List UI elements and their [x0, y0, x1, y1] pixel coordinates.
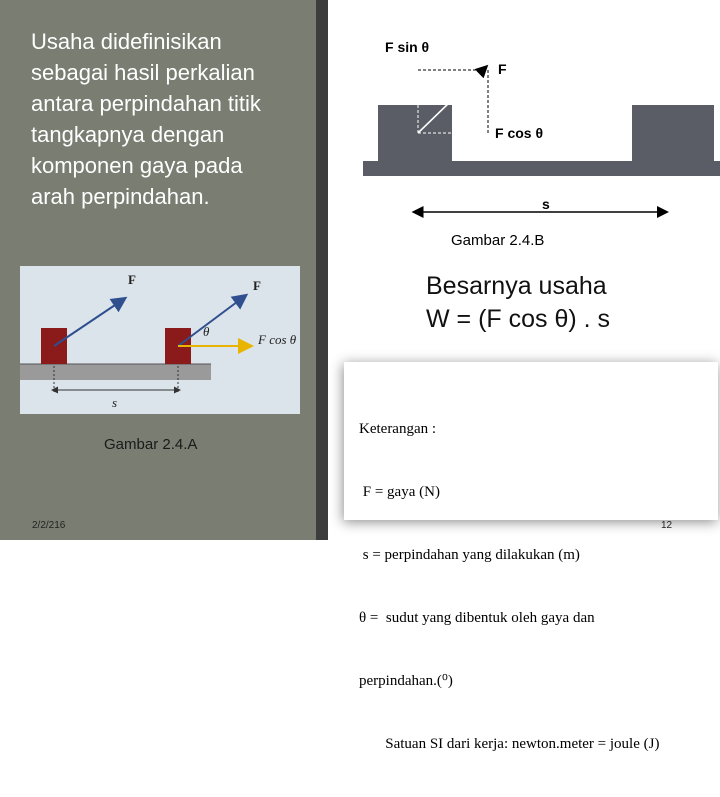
note-line: θ = sudut yang dibentuk oleh gaya dan	[359, 610, 595, 626]
block-b-right	[632, 105, 714, 161]
figure-a-caption: Gambar 2.4.A	[104, 436, 198, 453]
ground-b	[363, 161, 720, 176]
label-f-b: F	[498, 61, 507, 77]
intro-text: Usaha didefinisikan sebagai hasil perkalian antara perpindahan titik tangkapnya dengan komponen gaya pada arah perpindahan.	[31, 29, 261, 209]
figure-a-diagram	[20, 266, 300, 414]
formula-equation: W = (F cos θ) . s	[426, 305, 611, 333]
figure-b	[360, 30, 720, 231]
note-line: perpindahan.(⁰)	[359, 673, 453, 689]
label-f-right: F	[253, 278, 261, 293]
label-fsin: F sin θ	[385, 39, 430, 55]
figure-a	[20, 266, 300, 414]
notes-text	[359, 377, 659, 797]
page-number: 12	[661, 520, 673, 531]
note-line: Keterangan :	[359, 421, 437, 437]
note-line: s = perpindahan yang dilakukan (m)	[359, 547, 580, 563]
label-fcos-a: F cos θ	[258, 332, 297, 347]
figure-b-caption: Gambar 2.4.B	[451, 232, 545, 249]
force-arrow-right	[178, 296, 245, 346]
label-s-a: s	[112, 395, 118, 410]
force-arrow-left	[54, 299, 124, 346]
ground-a	[20, 364, 211, 380]
slide-date: 2/2/216	[32, 520, 66, 531]
panel-divider	[316, 0, 328, 540]
note-line: F = gaya (N)	[359, 484, 440, 500]
label-fcos-b: F cos θ	[495, 125, 544, 141]
label-theta: θ	[203, 324, 210, 339]
label-f-left: F	[128, 272, 136, 287]
note-line: Satuan SI dari kerja: newton.meter = joule (J)	[359, 736, 660, 752]
formula-block	[426, 270, 610, 336]
formula-title: Besarnya usaha	[426, 272, 607, 300]
label-s-b: s	[542, 196, 550, 212]
figure-b-diagram	[360, 30, 720, 226]
